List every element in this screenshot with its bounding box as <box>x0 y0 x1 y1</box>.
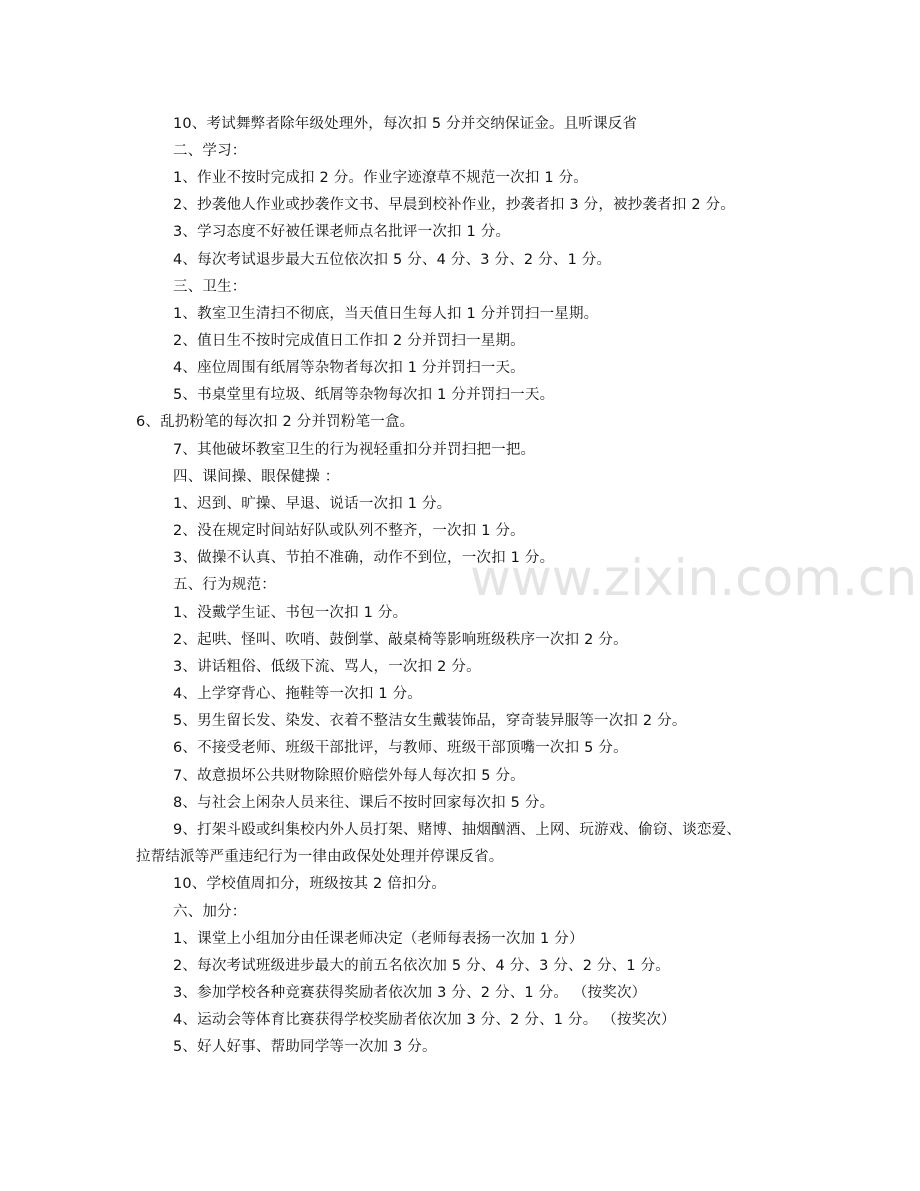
rule-line: 10、考试舞弊者除年级处理外，每次扣 5 分并交纳保证金。且听课反省 <box>173 116 638 132</box>
rule-line: 4、运动会等体育比赛获得学校奖励者依次加 3 分、2 分、1 分。 （按奖次） <box>173 1012 676 1028</box>
rule-line: 1、教室卫生清扫不彻底，当天值日生每人扣 1 分并罚扫一星期。 <box>173 306 599 322</box>
rule-line: 5、好人好事、帮助同学等一次加 3 分。 <box>173 1039 437 1055</box>
rule-line: 1、没戴学生证、书包一次扣 1 分。 <box>173 605 408 621</box>
rule-line: 8、与社会上闲杂人员来往、课后不按时回家每次扣 5 分。 <box>173 795 555 811</box>
section-heading-exercise: 四、课间操、眼保健操 ： <box>173 469 340 485</box>
section-heading-bonus: 六、加分： <box>173 904 247 920</box>
watermark: www.zixin.com.cn <box>470 549 918 607</box>
rule-line: 2、每次考试班级进步最大的前五名依次加 5 分、4 分、3 分、2 分、1 分。 <box>173 958 671 974</box>
section-heading-study: 二、学习： <box>173 143 247 159</box>
rule-line: 1、迟到、旷操、早退、说话一次扣 1 分。 <box>173 496 452 512</box>
rule-line: 5、男生留长发、染发、衣着不整洁女生戴装饰品，穿奇装异服等一次扣 2 分。 <box>173 713 687 729</box>
rule-line: 10、学校值周扣分，班级按其 2 倍扣分。 <box>173 876 447 892</box>
rule-line: 2、没在规定时间站好队或队列不整齐，一次扣 1 分。 <box>173 523 525 539</box>
rule-line: 2、抄袭他人作业或抄袭作文书、早晨到校补作业，抄袭者扣 3 分，被抄袭者扣 2 分。 <box>173 197 736 213</box>
rule-line: 2、起哄、怪叫、吹哨、鼓倒掌、敲桌椅等影响班级秩序一次扣 2 分。 <box>173 632 628 648</box>
rule-line: 3、做操不认真、节拍不准确，动作不到位，一次扣 1 分。 <box>173 550 555 566</box>
rule-line: 1、作业不按时完成扣 2 分。作业字迹潦草不规范一次扣 1 分。 <box>173 170 589 186</box>
rule-line: 2、值日生不按时完成值日工作扣 2 分并罚扫一星期。 <box>173 333 525 349</box>
rule-line: 3、讲话粗俗、低级下流、骂人，一次扣 2 分。 <box>173 659 481 675</box>
section-heading-hygiene: 三、卫生： <box>173 279 247 295</box>
rule-line: 6、乱扔粉笔的每次扣 2 分并罚粉笔一盒。 <box>136 414 415 430</box>
rule-line: 7、故意损坏公共财物除照价赔偿外每人每次扣 5 分。 <box>173 768 525 784</box>
rule-line: 3、学习态度不好被任课老师点名批评一次扣 1 分。 <box>173 224 511 240</box>
rule-line: 9、打架斗殴或纠集校内外人员打架、赌博、抽烟酗酒、上网、玩游戏、偷窃、谈恋爱、 <box>173 822 742 838</box>
rule-line: 5、书桌堂里有垃圾、纸屑等杂物每次扣 1 分并罚扫一天。 <box>173 387 555 403</box>
rule-line: 6、不接受老师、班级干部批评，与教师、班级干部顶嘴一次扣 5 分。 <box>173 740 628 756</box>
rule-line: 1、课堂上小组加分由任课老师决定（老师每表扬一次加 1 分） <box>173 931 584 947</box>
rule-line: 4、每次考试退步最大五位依次扣 5 分、4 分、3 分、2 分、1 分。 <box>173 252 612 268</box>
rule-line-continuation: 拉帮结派等严重违纪行为一律由政保处处理并停课反省。 <box>136 849 504 865</box>
rule-line: 4、座位周围有纸屑等杂物者每次扣 1 分并罚扫一天。 <box>173 360 525 376</box>
section-heading-behavior: 五、行为规范： <box>173 577 276 593</box>
rule-line: 4、上学穿背心、拖鞋等一次扣 1 分。 <box>173 686 422 702</box>
rule-line: 7、其他破坏教室卫生的行为视轻重扣分并罚扫把一把。 <box>173 442 536 458</box>
rule-line: 3、参加学校各种竞赛获得奖励者依次加 3 分、2 分、1 分。 （按奖次） <box>173 985 647 1001</box>
